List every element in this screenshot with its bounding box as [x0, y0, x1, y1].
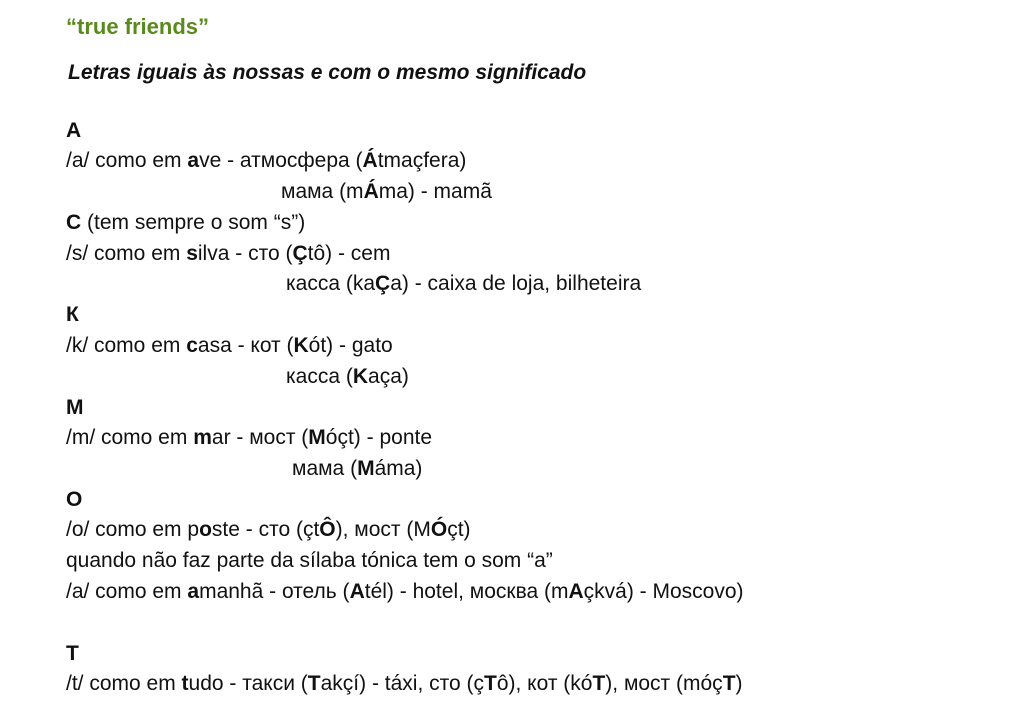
example-line-o-2: /a/ como em amanhã - отель (Atél) - hotel, москва (mAçkvá) - Moscovo): [66, 580, 744, 603]
page-subtitle: Letras iguais às nossas e com o mesmo significado: [68, 61, 587, 84]
example-line-c-2: касса (kaÇa) - caixa de loja, bilheteira: [286, 272, 642, 295]
example-line-k-1: /k/ como em casa - кот (Kót) - gato: [66, 334, 393, 357]
letter-heading-m: M: [66, 396, 84, 419]
letter-heading-k: К: [66, 303, 79, 326]
example-line-c-1: /s/ como em silva - сто (Çtô) - cem: [66, 242, 391, 265]
letter-heading-o: O: [66, 488, 83, 511]
example-line-m-1: /m/ como em mar - мост (Móçt) - ponte: [66, 426, 433, 449]
example-line-t-1: /t/ como em tudo - такси (Takçí) - táxi, сто (çTô), кот (kóT), мост (móçT): [66, 672, 743, 695]
letter-heading-t: T: [66, 642, 79, 665]
example-line-m-2: мама (Máma): [292, 457, 423, 480]
example-line-a-1: /a/ como em ave - атмосфера (Átmaçfera): [66, 149, 467, 172]
page-title: “true friends”: [66, 14, 210, 39]
letter-heading-c: C (tem sempre o som “s”): [66, 211, 306, 234]
example-line-o-1: /o/ como em poste - сто (çtÔ), мост (MÓçt): [66, 518, 471, 541]
letter-heading-a: A: [66, 119, 82, 142]
example-line-a-2: мама (mÁma) - mamã: [281, 180, 492, 203]
note-line-o: quando não faz parte da sílaba tónica tem o som “a”: [66, 549, 553, 572]
example-line-k-2: касса (Kaça): [286, 365, 409, 388]
